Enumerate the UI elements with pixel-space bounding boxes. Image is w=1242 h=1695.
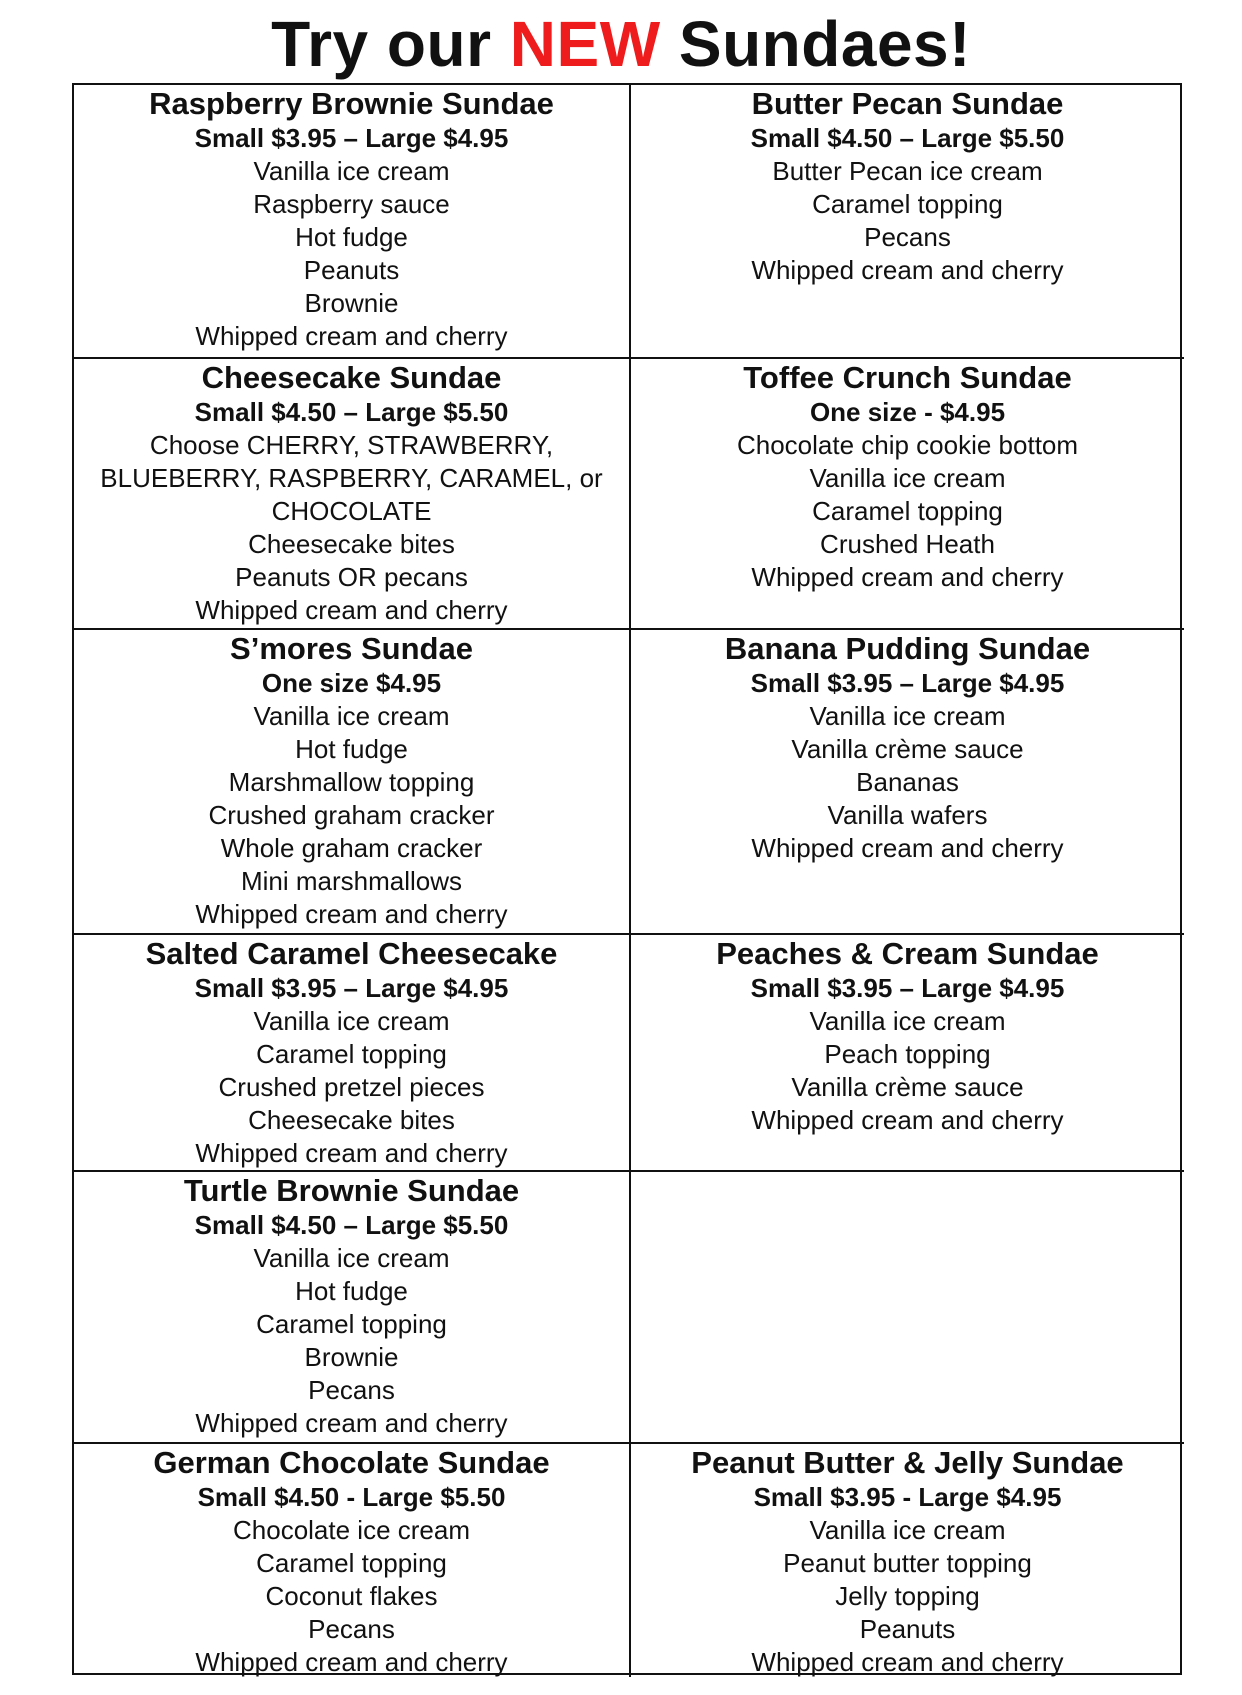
ingredient-line: Hot fudge (295, 1276, 408, 1306)
ingredient-line: Vanilla ice cream (253, 1243, 450, 1273)
ingredient-line: Whole graham cracker (220, 833, 483, 863)
ingredient-line: Whipped cream and cherry (751, 833, 1064, 863)
ingredient-line: Brownie (304, 288, 399, 318)
ingredient-line: Pecans (864, 222, 951, 252)
title-prefix: Try our (271, 8, 492, 80)
ingredient-line: Crushed Heath (820, 529, 995, 559)
ingredient-line: Caramel topping (812, 496, 1003, 526)
ingredient-line: Whipped cream and cherry (195, 595, 508, 625)
sundae-card (631, 359, 1184, 630)
sundae-name: Peaches & Cream Sundae (716, 936, 1099, 971)
ingredient-line: Crushed graham cracker (208, 800, 495, 830)
sundae-price: Small $3.95 – Large $4.95 (194, 123, 509, 153)
ingredient-line: Vanilla ice cream (253, 701, 450, 731)
empty-cell (631, 1172, 1184, 1444)
sundae-price: Small $4.50 - Large $5.50 (197, 1482, 506, 1512)
ingredient-line: Marshmallow topping (228, 767, 475, 797)
ingredient-line: Coconut flakes (265, 1581, 438, 1611)
ingredient-line: Pecans (308, 1375, 395, 1405)
sundae-price: Small $3.95 – Large $4.95 (750, 668, 1065, 698)
ingredient-line: Vanilla ice cream (809, 463, 1006, 493)
ingredient-line: Vanilla ice cream (253, 156, 450, 186)
sundae-name: Toffee Crunch Sundae (743, 360, 1072, 395)
ingredient-line: Peach topping (824, 1039, 991, 1069)
ingredient-line: BLUEBERRY, RASPBERRY, CARAMEL, or (100, 463, 603, 493)
sundae-card (74, 85, 631, 359)
ingredient-line: Whipped cream and cherry (195, 1647, 508, 1677)
sundae-card (631, 935, 1184, 1172)
ingredient-line: Peanuts (303, 255, 400, 285)
ingredient-line: Whipped cream and cherry (195, 321, 508, 351)
sundae-card (631, 85, 1184, 359)
sundae-name: German Chocolate Sundae (153, 1445, 550, 1480)
page-title (0, 8, 1242, 80)
sundae-menu-table (72, 83, 1182, 1675)
sundae-price: One size - $4.95 (809, 397, 1006, 427)
ingredient-line: Hot fudge (295, 222, 408, 252)
ingredient-line: Choose CHERRY, STRAWBERRY, (149, 430, 554, 460)
ingredient-line: Vanilla ice cream (809, 1515, 1006, 1545)
sundae-name: Cheesecake Sundae (201, 360, 502, 395)
sundae-price: Small $3.95 - Large $4.95 (753, 1482, 1062, 1512)
sundae-card (74, 935, 631, 1172)
ingredient-line: Chocolate ice cream (233, 1515, 470, 1545)
ingredient-line: Peanuts OR pecans (235, 562, 468, 592)
ingredient-line: Whipped cream and cherry (195, 1138, 508, 1168)
ingredient-line: Crushed pretzel pieces (218, 1072, 485, 1102)
ingredient-line: Whipped cream and cherry (751, 1105, 1064, 1135)
ingredient-line: Cheesecake bites (248, 529, 455, 559)
sundae-card (631, 630, 1184, 935)
ingredient-line: Brownie (304, 1342, 399, 1372)
ingredient-line: Whipped cream and cherry (195, 899, 508, 929)
ingredient-line: Hot fudge (295, 734, 408, 764)
ingredient-line: Whipped cream and cherry (751, 255, 1064, 285)
sundae-name: Salted Caramel Cheesecake (145, 936, 558, 971)
ingredient-line: Mini marshmallows (240, 866, 463, 896)
ingredient-line: Peanuts (859, 1614, 956, 1644)
ingredient-line: Caramel topping (256, 1039, 447, 1069)
sundae-name: Butter Pecan Sundae (751, 86, 1064, 121)
sundae-card (74, 630, 631, 935)
sundae-price: Small $3.95 – Large $4.95 (750, 973, 1065, 1003)
ingredient-line: Whipped cream and cherry (751, 562, 1064, 592)
ingredient-line: Caramel topping (256, 1309, 447, 1339)
sundae-name: Turtle Brownie Sundae (183, 1173, 520, 1208)
sundae-card (74, 1172, 631, 1444)
ingredient-line: Vanilla crème sauce (791, 734, 1024, 764)
sundae-price: Small $4.50 – Large $5.50 (194, 397, 509, 427)
sundae-name: Raspberry Brownie Sundae (149, 86, 554, 121)
sundae-price: Small $4.50 – Large $5.50 (194, 1210, 509, 1240)
title-suffix: Sundaes! (678, 8, 971, 80)
ingredient-line: Whipped cream and cherry (751, 1647, 1064, 1677)
sundae-card (631, 1444, 1184, 1677)
ingredient-line: Raspberry sauce (253, 189, 450, 219)
sundae-name: S’mores Sundae (230, 631, 473, 666)
ingredient-line: Whipped cream and cherry (195, 1408, 508, 1438)
ingredient-line: Pecans (308, 1614, 395, 1644)
ingredient-line: Vanilla ice cream (253, 1006, 450, 1036)
ingredient-line: Caramel topping (812, 189, 1003, 219)
title-highlight-new: NEW (509, 8, 661, 80)
ingredient-line: Butter Pecan ice cream (772, 156, 1043, 186)
sundae-card (74, 359, 631, 630)
ingredient-line: CHOCOLATE (271, 496, 432, 526)
ingredient-line: Vanilla ice cream (809, 1006, 1006, 1036)
sundae-price: Small $3.95 – Large $4.95 (194, 973, 509, 1003)
sundae-card (74, 1444, 631, 1677)
ingredient-line: Peanut butter topping (783, 1548, 1032, 1578)
ingredient-line: Vanilla wafers (827, 800, 988, 830)
ingredient-line: Caramel topping (256, 1548, 447, 1578)
sundae-name: Banana Pudding Sundae (724, 631, 1091, 666)
ingredient-line: Vanilla crème sauce (791, 1072, 1024, 1102)
ingredient-line: Chocolate chip cookie bottom (736, 430, 1079, 460)
ingredient-line: Bananas (856, 767, 959, 797)
sundae-price: Small $4.50 – Large $5.50 (750, 123, 1065, 153)
sundae-name: Peanut Butter & Jelly Sundae (691, 1445, 1124, 1480)
ingredient-line: Jelly topping (835, 1581, 980, 1611)
ingredient-line: Cheesecake bites (248, 1105, 455, 1135)
ingredient-line: Vanilla ice cream (809, 701, 1006, 731)
sundae-price: One size $4.95 (261, 668, 442, 698)
